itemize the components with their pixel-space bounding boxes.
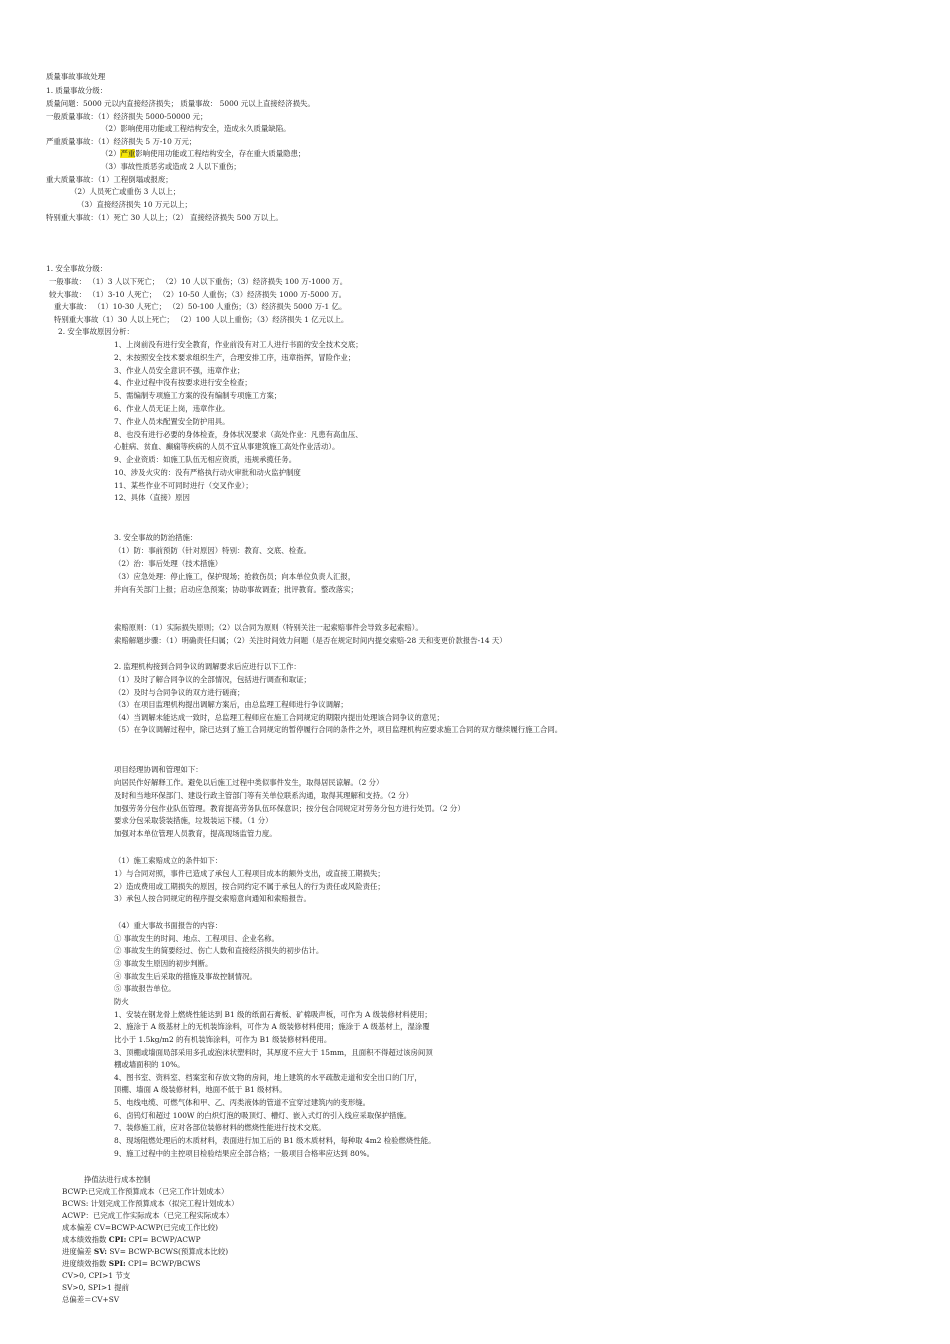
quality-line-prefix: （2） [101, 149, 121, 158]
cost-line: SV>0, SPI>1 提前 [62, 1283, 129, 1292]
quality-line: 质量问题：5000 元以内直接经济损失； 质量事故： 5000 元以上直接经济损失。 [46, 99, 315, 108]
safety-line: 较大事故： （1）3-10 人死亡； （2）10-50 人重伤；（3）经济损失 1000 万-5000 万。 [49, 290, 347, 299]
quality-line-suffix: 影响使用功能或工程结构安全，存在重大质量隐患； [135, 149, 306, 158]
fire-item: 8、现场阻燃处理后的木质材料，表面进行加工后的 B1 级木质材料，每种取 4m2 检验燃烧性能。 [114, 1136, 436, 1145]
report-item: ① 事故发生的时间、地点、工程项目、企业名称。 [114, 934, 279, 943]
fire-item: 2、施涂于 A 级基材上的无机装饰涂料，可作为 A 级装修材料使用；施涂于 A 级基材上，湿涂覆 [114, 1022, 430, 1031]
cost-formula: CPI= BCWP/ACWP [126, 1235, 201, 1244]
report-item: ③ 事故发生原因的初步判断。 [114, 959, 213, 968]
dispute-line: （5）在争议调解过程中，除已达到了施工合同规定的暂停履行合同的条件之外，项目监理机构应要求施工合同的双方继续履行施工合同。 [114, 725, 563, 734]
safety-line: 特别重大事故（1）30 人以上死亡； （2）100 人以上重伤；（3）经济损失 1 亿元以上。 [54, 315, 349, 324]
fire-item: 4、图书室、资料室、档案室和存放文物的房间，地上建筑的水平疏散走道和安全出口的门厅， [114, 1073, 422, 1082]
fire-item: 5、电线电缆、可燃气体和甲、乙、丙类液体的管道不宜穿过建筑内的变形缝。 [114, 1098, 370, 1107]
dispute-line: （3）在项目监理机构提出调解方案后，由总监理工程师进行争议调解； [114, 700, 348, 709]
fire-item: 棚或墙面积的 10%。 [114, 1060, 185, 1069]
quality-line: （2）人员死亡或重伤 3 人以上； [70, 187, 181, 196]
cause-item: 1、上岗前没有进行安全教育，作业前没有对工人进行书面的安全技术交底； [114, 340, 363, 349]
quality-line: 1. 质量事故分级： [46, 86, 108, 95]
dispute-line: （4）当调解未能达成一致时，总监理工程师应在施工合同规定的期限内提出处理该合同争议的意见； [114, 713, 444, 722]
prevention-line: （3）应急处理：停止施工，保护现场；抢救伤员；向本单位负责人汇报， [114, 572, 356, 581]
quality-line: 严重质量事故：（1）经济损失 5 万-10 万元； [46, 137, 197, 146]
cost-line [62, 1247, 228, 1257]
safety-line: 2. 安全事故原因分析： [58, 327, 134, 336]
quality-line: （3）直接经济损失 10 万元以上； [77, 200, 192, 209]
dispute-line: （1）及时了解合同争议的全部情况，包括进行调查和取证； [114, 675, 311, 684]
cause-item: 4、作业过程中没有按要求进行安全检查； [114, 378, 252, 387]
fire-title: 防火 [114, 997, 129, 1006]
cost-line: CV>0, CPI>1 节支 [62, 1271, 131, 1280]
cause-item: 3、作业人员安全意识不强，违章作业； [114, 366, 245, 375]
cost-title: 挣值法进行成本控制 [84, 1175, 151, 1184]
coordination-line: 向居民作好解释工作。避免以后施工过程中类似事件发生，取得居民谅解。（2 分） [114, 778, 384, 787]
prevention-line: （2）治：事后处理（技术措施） [114, 559, 223, 568]
coordination-line: 加强劳务分包作业队伍管理。教育提高劳务队伍环保意识；按分包合同规定对劳务分包方进行处罚。（2 分） [114, 804, 465, 813]
prevention-line: （1）防：事前预防（针对原因）特别：教育、交底、检查。 [114, 546, 311, 555]
cost-formula: SV= BCWP-BCWS(预算成本比较) [106, 1247, 229, 1256]
cost-line: BCWS: 计划完成工作预算成本（拟完工程计划成本） [62, 1199, 239, 1208]
quality-line: 特别重大事故：（1）死亡 30 人以上；（2） 直接经济损失 500 万以上。 [46, 213, 283, 222]
claim-line: 索赔解题步骤：（1）明确责任归属；（2）关注时间效力问题（是否在规定时间内提交索赔-28 天和变更价款报告-14 天） [114, 636, 507, 645]
fire-item: 6、卤钨灯和超过 100W 的白炽灯泡的吸顶灯、槽灯、嵌入式灯的引入线应采取保护措施。 [114, 1111, 412, 1120]
claim-conditions-line: 1）与合同对照，事件已造成了承包人工程项目成本的额外支出，或直接工期损失； [114, 869, 385, 878]
cost-line: 总偏差＝CV+SV [62, 1295, 120, 1304]
quality-line: 重大质量事故：（1）工程倒塌或报废； [46, 175, 173, 184]
claim-line: 索赔原则：（1）实际损失原则；（2）以合同为原则（特别关注一起索赔事件会导致多起索赔）。 [114, 623, 423, 632]
quality-line [101, 149, 305, 159]
safety-line: 重大事故： （1）10-30 人死亡； （2）50-100 人重伤；（3）经济损失 5000 万-1 亿。 [54, 302, 347, 311]
cost-line [62, 1259, 200, 1269]
coordination-line: 要求分包采取袋装措施，垃圾装运下楼。（1 分） [114, 816, 273, 825]
claim-conditions-title: （1）施工索赔成立的条件如下： [114, 856, 223, 865]
coordination-title: 项目经理协调和管理如下： [114, 765, 203, 774]
quality-line: 一般质量事故：（1）经济损失 5000-50000 元； [46, 112, 208, 121]
cause-item: 7、作业人员未配置安全防护用具。 [114, 417, 230, 426]
cause-item: 8、也没有进行必要的身体检查，身体状况要求（高处作业：凡患有高血压、 [114, 430, 363, 439]
cost-line: BCWP:已完成工作预算成本（已完工作计划成本） [62, 1187, 229, 1196]
fire-item: 1、安装在钢龙骨上燃烧性能达到 B1 级的纸面石膏板、矿棉吸声板，可作为 A 级装修材料使用； [114, 1010, 432, 1019]
cause-item: 心脏病、贫血、癫痫等疾病的人员不宜从事建筑施工高处作业活动）。 [114, 442, 340, 451]
dispute-line: （2）及时与合同争议的双方进行磋商； [114, 688, 245, 697]
dispute-title: 2. 监理机构接到合同争议的调解要求后应进行以下工作： [114, 662, 301, 671]
cost-formula: CPI= BCWP/BCWS [125, 1259, 201, 1268]
cost-bold-term: SV: [93, 1247, 107, 1256]
claim-conditions-line: 2）造成费用或工期损失的原因，按合同约定不属于承包人的行为责任或风险责任； [114, 882, 385, 891]
fire-item: 3、顶棚或墙面局部采用多孔或泡沫状塑料时，其厚度不应大于 15mm，且面积不得超过该房间顶 [114, 1048, 433, 1057]
report-item: ④ 事故发生后采取的措施及事故控制情况。 [114, 972, 257, 981]
safety-title: 1. 安全事故分级： [46, 264, 108, 273]
fire-item: 顶棚、墙面 A 级装修材料，地面不低于 B1 级材料。 [114, 1085, 287, 1094]
cost-bold-term: CPI: [108, 1235, 127, 1244]
highlighted-text: 严重 [120, 149, 136, 158]
fire-item: 9、施工过程中的主控项目检验结果应全部合格；一般项目合格率应达到 80%。 [114, 1149, 374, 1158]
cost-label: 成本绩效指数 [62, 1235, 109, 1244]
report-title: （4）重大事故书面报告的内容： [114, 921, 223, 930]
fire-item: 比小于 1.5kg/m2 的有机装饰涂料，可作为 B1 级装修材料使用。 [114, 1035, 332, 1044]
quality-title: 质量事故事故处理 [46, 72, 106, 81]
cause-item: 12、具体（直接）原因 [114, 493, 190, 502]
quality-line: （3）事故性质恶劣或造成 2 人以下重伤； [101, 162, 241, 171]
cost-label: 进度绩效指数 [62, 1259, 109, 1268]
claim-conditions-line: 3）承包人按合同规定的程序提交索赔意向通知和索赔报告。 [114, 894, 311, 903]
cost-label: 进度偏差 [62, 1247, 94, 1256]
cause-item: 10、涉及火灾的：没有严格执行动火审批和动火监护制度 [114, 468, 301, 477]
cause-item: 9、企业资质：如施工队伍无相应资质，违规承揽任务。 [114, 455, 297, 464]
prevention-line: 并向有关部门上报；启动应急预案；协助事故调查；批评教育。整改落实； [114, 585, 358, 594]
cost-bold-term: SPI: [108, 1259, 126, 1268]
prevention-title: 3. 安全事故的防治措施： [114, 533, 198, 542]
cause-item: 11、某些作业不可同时进行（交叉作业）； [114, 481, 253, 490]
coordination-line: 及时和当地环保部门、建设行政主管部门等有关单位联系沟通，取得其理解和支持。（2 分） [114, 791, 413, 800]
cost-line [62, 1235, 201, 1245]
quality-line: （2）影响使用功能或工程结构安全，造成永久质量缺陷。 [101, 124, 291, 133]
coordination-line: 加强对本单位管理人员教育，提高现场监管力度。 [114, 829, 277, 838]
safety-line: 一般事故： （1）3 人以下死亡； （2）10 人以下重伤；（3）经济损失 100 万-1000 万。 [49, 277, 348, 286]
cause-item: 5、需编制专项施工方案的没有编制专项施工方案； [114, 391, 282, 400]
cause-item: 6、作业人员无证上岗，违章作业。 [114, 404, 230, 413]
report-item: ② 事故发生的简要经过、伤亡人数和直接经济损失的初步估计。 [114, 946, 324, 955]
cost-line: ACWP：已完成工作实际成本（已完工程实际成本） [62, 1211, 234, 1220]
fire-item: 7、装修施工前，应对各部位装修材料的燃烧性能进行技术交底。 [114, 1123, 326, 1132]
cause-item: 2、未按照安全技术要求组织生产，合理安排工序，违章指挥，冒险作业； [114, 353, 356, 362]
cost-line: 成本偏差 CV=BCWP-ACWP(已完成工作比较) [62, 1223, 219, 1232]
report-item: ⑤ 事故报告单位。 [114, 984, 176, 993]
